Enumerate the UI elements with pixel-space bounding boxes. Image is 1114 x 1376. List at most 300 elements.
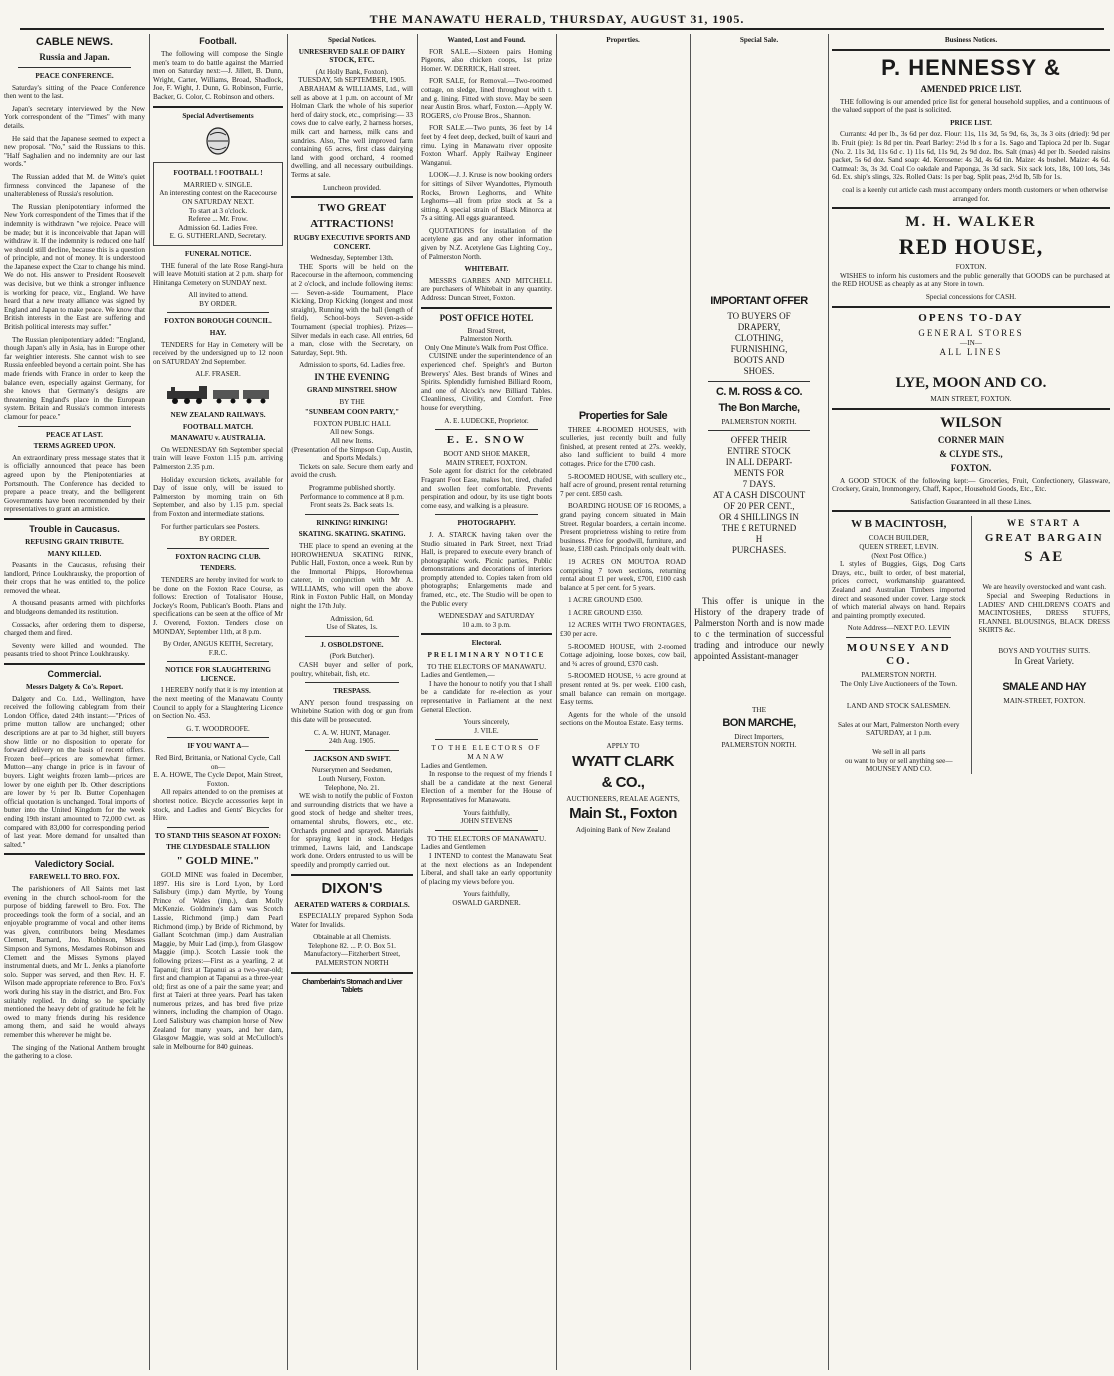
article-paragraph: A GOOD STOCK of the following kept:— Groceries, Fruit, Confectionery, Glassware, Crockery, Grain, Ironmongery, Chaff, Kapoc, Household Goods, Etc., Etc. [832, 476, 1110, 494]
divider [167, 661, 269, 662]
heading-great-bargain: GREAT BARGAIN [984, 532, 1104, 545]
blank-space [832, 358, 1110, 372]
article-paragraph: I INTEND to contest the Manawatu Seat at the next elections as an Independent Liberal, and shall take an early opportunity of placing my views before you. [421, 851, 552, 886]
heading-sale: S AE [1024, 549, 1065, 566]
column-special-sale [694, 34, 824, 1370]
electors-address-2: TO THE ELECTORS OF MANAW [431, 744, 542, 761]
dixons-telephone: Telephone 82. ... P. O. Box 51. [308, 941, 396, 950]
heading-tenders: TENDERS. [200, 564, 236, 573]
article-paragraph: Holiday excursion tickets, available for Day of issue only, will be issued to Palmerston by morning train on 6th September, and also by 1.15 p.m. special from Foxton and intermediate stations. [153, 475, 283, 518]
heading-attractions: ATTRACTIONS! [310, 218, 394, 231]
property-listing: 1 ACRE GROUND £500. [568, 596, 643, 605]
divider [435, 739, 538, 740]
heading-opens-today: OPENS TO-DAY [918, 311, 1024, 324]
divider [167, 312, 269, 313]
heading-coon-party: "SUNBEAM COON PARTY," [304, 408, 400, 417]
heading-bon-marche: The Bon Marche, [718, 401, 800, 414]
football-icon [204, 126, 232, 156]
article-paragraph: A thousand peasants armed with pitchforks and bludgeons demanded its restitution. [4, 599, 145, 617]
bottom-ads-left [832, 516, 965, 773]
heading-trouble-caucasus: Trouble in Caucasus. [29, 523, 120, 534]
property-listing: 19 ACRES ON MOUTOA ROAD comprising 7 town sections, returning rental about £1 per week, £700, £100 cash balance at 5 per cent. for 5 years. [560, 557, 686, 592]
signature: JOHN STEVENS [460, 817, 513, 826]
salutation: Ladies and Gentlemen [421, 843, 486, 852]
property-listing: 12 ACRES WITH TWO FRONTAGES, £30 per acre. [560, 621, 686, 639]
minstrel-venue: FOXTON PUBLIC HALL [313, 419, 391, 428]
funeral-invited: All invited to attend. [188, 291, 248, 300]
article-paragraph: I HEREBY notify that it is my intention at the next meeting of the Manawatu County Council to apply for a Slaughtering Licence on Section No. 453. [153, 686, 283, 721]
divider [18, 67, 131, 68]
divider [846, 637, 951, 638]
heading-russia-japan: Russia and Japan. [39, 52, 110, 62]
minstrel-performance: Performance to commence at 8 p.m. [300, 492, 404, 501]
railways-by-order: BY ORDER. [199, 535, 237, 544]
heading-hay: HAY. [209, 329, 227, 338]
blank-space [560, 48, 686, 408]
ad-contest: An interesting contest on the Racecourse ON SATURDAY NEXT. [159, 189, 277, 206]
electors-address-3: TO THE ELECTORS OF MANAWATU. [426, 834, 547, 843]
article-paragraph: This offer is unique in the History of the drapery trade of Palmerston North and is now made to c the termination of successful trading and introduce our newly appointed Assistant-manager [694, 596, 824, 662]
column-rule [556, 34, 557, 1370]
jackson-telephone: Telephone, No. 21. [324, 783, 380, 792]
wilson-foxton: FOXTON. [950, 462, 992, 473]
article-paragraph: On WEDNESDAY 6th September special train will leave Foxton 1.15 p.m. arriving Palmerston 2.35 p.m. [153, 445, 283, 471]
rink-skates: Use of Skates, 1s. [326, 623, 378, 632]
walker-location: FOXTON. [955, 263, 987, 272]
property-listing: 1 ACRE GROUND £350. [568, 608, 643, 617]
divider [4, 663, 145, 665]
blank-space [978, 667, 1110, 679]
divider [421, 307, 552, 309]
article-paragraph: ESPECIALLY prepared Syphon Soda Water for Invalids. [291, 912, 413, 929]
offer-line: OR 4 SHILLINGS IN [719, 512, 799, 523]
divider [832, 510, 1110, 512]
divider [291, 874, 413, 876]
trespass-signature: C. A. W. HUNT, Manager. [313, 728, 391, 737]
divider [153, 106, 283, 108]
heading-in-the-evening: IN THE EVENING [314, 372, 390, 382]
heading-cable-news: CABLE NEWS. [36, 36, 113, 48]
article-paragraph: TENDERS for Hay in Cemetery will be received by the undersigned up to 12 noon on SATURDAY 2nd September. [153, 340, 283, 366]
heading-rinking: RINKING! RINKING! [316, 518, 388, 527]
heading-bon-marche-2: BON MARCHE, [722, 716, 796, 729]
bon-direct: Direct Importers, [734, 732, 784, 741]
blank-space [832, 711, 965, 721]
mounsey-saturday: SATURDAY, at 1 p.m. [865, 729, 932, 738]
article-paragraph: The Russian plenipotentiary added: "England, though Japan's ally in Asia, has in Europe other far weightier interests. She cannot wish to see Russia enfeebled beyond a certain point. She has made friends with France in order to keep the balance even, especially against Germany, for she knows that Germany's designs are threatening England's place in the European system. Britain and Russia's common interests clamour for peace." [4, 335, 145, 421]
ross-location: PALMERSTON NORTH. [721, 417, 797, 426]
column-football [153, 34, 283, 1370]
smale-boys: BOYS AND YOUTHS' SUITS. [998, 647, 1091, 656]
divider [832, 306, 1110, 308]
hotel-proprietor: A. E. LUDECKE, Proprietor. [444, 416, 529, 425]
classified-ad: FOR SALE.—Two punts, 36 feet by 14 feet by 4 feet deep, decked, built of kauri and rimu. Lying in Manawatu river opposite Foxton Wharf. Apply Railway Engineer Wanganui. [421, 124, 552, 167]
sale-date: TUESDAY, 5th SEPTEMBER, 1905. [298, 76, 406, 85]
rink-admission: Admission, 6d. [330, 614, 374, 623]
wilson-satisfaction: Satisfaction Guaranteed in all these Lines. [910, 497, 1032, 506]
heading-price-list: PRICE LIST. [950, 118, 992, 127]
all-lines: ALL LINES [939, 347, 1003, 358]
masthead-rule [20, 28, 1104, 30]
article-paragraph: For further particulars see Posters. [161, 522, 260, 531]
mounsey-sales: Sales at our Mart, Palmerston North every [837, 720, 960, 729]
offer-line: BOOTS AND [733, 354, 785, 365]
heading-mounsey: MOUNSEY AND CO. [846, 642, 951, 667]
sale-luncheon: Luncheon provided. [323, 183, 381, 192]
heading-racing-club: FOXTON RACING CLUB. [175, 552, 261, 561]
divider [18, 426, 131, 427]
heading-minstrel-show: GRAND MINSTREL SHOW [306, 386, 398, 394]
article-paragraph: The Russian added that M. de Witte's quiet firmness convinced the Japanese of the unalterableness of Russia's resolution. [4, 172, 145, 199]
heading-funeral-notice: FUNERAL NOTICE. [184, 249, 252, 258]
snow-trade: BOOT AND SHOE MAKER, [443, 450, 530, 459]
article-paragraph: CUISINE under the superintendence of an experienced chef. Speight's and Burton Brewerys' Ales. Best brands of Wines and Spirits. Splendidly furnished Billiard Room, and one of Alcock's new Billiard Tables. Cleanliness, Civility, and Comfort. Free house for everything. [421, 352, 552, 412]
property-listing: 5-ROOMED HOUSE, with 2-roomed Cottage adjoining, loose boxes, cow bail, and ¾ acres of ground, £370 cash. [560, 642, 686, 668]
column-properties [560, 34, 686, 1370]
sports-date: Wednesday, September 13th. [310, 254, 394, 263]
divider [4, 853, 145, 855]
divider [435, 514, 538, 515]
heading-lye-moon: LYE, MOON AND CO. [895, 375, 1047, 392]
hotel-street: Broad Street, [467, 326, 506, 335]
salutation: Ladies and Gentlemen. [421, 761, 488, 770]
article-paragraph: He said that the Japanese seemed to expect a new proposal. "No," said the Russians to this. "Half Saghalien and no indemnity are our last words." [4, 134, 145, 169]
offer-line: IN ALL DEPART- [725, 457, 793, 468]
minstrel-songs: All new Songs. [329, 428, 375, 437]
article-paragraph: An extraordinary press message states that it is officially announced that peace has been agreed upon by the Plenipotentiaries at Portsmouth. The Conference has decided to prepare a peace treaty, and the belligerent Governments have been recommended by their representatives to grant an armistice. [4, 453, 145, 514]
lye-address: MAIN STREET, FOXTON. [930, 395, 1012, 404]
signature: OSWALD GARDNER. [452, 898, 521, 907]
signoff: Yours faithfully, [463, 808, 510, 817]
cycle-depot: E. A. HOWE, The Cycle Depot, Main Street, Foxton. [153, 771, 283, 788]
column-cable-news [4, 34, 145, 1370]
article-paragraph: WE wish to notify the public of Foxton and surrounding districts that we have a good stock of hedge and shelter trees, ornamental shrubs, flowers, etc., etc. Orchards pruned and sprayed. Materials for spraying kept in stock. Hedges trimmed, Lawns laid, and Landscape work done. Orders entrusted to us will be speedily and promptly carried out. [291, 792, 413, 869]
signoff: Yours faithfully, [463, 890, 510, 899]
article-paragraph: Sole agent for district for the celebrated Fragrant Foot Ease, makes hot, tired, chafed and swollen feet comfortable. Prevents perspiration and odour, by its use tight boots come easy, and walking is a pleasure. [421, 467, 552, 510]
heading-wanted-lost-found: Wanted, Lost and Found. [447, 36, 526, 44]
divider [167, 548, 269, 549]
price-list-items: Currants: 4d per lb., 3s 6d per doz. Flour: 11s, 11s 3d, 5s 9d, 6s, 3s, 3s 3 oits (dried): 9d per lb. Fruit (pie): 1s 8d per tin. Pearl Barley: 2½d lb s for a 1s. Sago and Tapioca 2d per lb. Sugar (No. 2. 11s 3d, 11s 6d c. 1) 11s 6d, 11s 9d, 2s 9d doz. lbs. Salt (mas) 4d per lb. Seeded raisins packet, 5s 6d doz. Sand soap: 4d. Kerosene: 4s 3d, 4s 6d tin. Maize: 4s bushel. Maize: 4s 6d. Oatmeal: 3s, 3s 3d. Coal Co oakdale and Paponga, 3s 3d sack. Six sack lots, 18s, 100 lots, 34s 6d. Ex. ship's slings, 32s. Rolled Oats: 1s per bag. Split peas, 2½d lb, 5lb for 1s. [832, 130, 1110, 182]
offer-line: SHOES. [743, 365, 775, 376]
article-paragraph: Peasants in the Caucasus, refusing their landlord, Prince Loukhrausky, the proportion of their crops that he was entitled to, the police removed the wheat. [4, 561, 145, 595]
apply-to: APPLY TO [606, 742, 640, 750]
article-paragraph: Dalgety and Co. Ltd., Wellington, have received the following cablegram from their London Office, dated 24th instant:—"Prices of prime mutton tallow are unchanged; other descriptions are at par to 3d higher, still buyers show little or no disposition to operate for forward delivery on the basis of recent offers. Frozen beef—prices are somewhat firmer. Mutton—any change in price is in favour of buyers. Light weights frozen lamb—prices are lower by one eighth per lb. Other descriptions are lower by ½ per lb. Butter Copenhagen official quotation is unchanged. Total imports of butter into the United Kingdom for the week ending 19th instant amounted to 72,000 cwt. as compared with 83,000 for corresponding period of last year. More demand for unsalted than salted." [4, 694, 145, 849]
heading-special-advertisements: Special Advertisements [182, 111, 254, 120]
studio-days: WEDNESDAY and SATURDAY [438, 612, 535, 621]
funeral-by-order: BY ORDER. [199, 299, 237, 308]
heading-walker: M. H. WALKER [905, 214, 1037, 231]
bottom-ads-row [832, 516, 1110, 773]
article-paragraph: Saturday's sitting of the Peace Conference then went to the last. [4, 83, 145, 101]
article-paragraph: THE place to spend an evening at the HOROWHENUA SKATING RINK, Public Hall, Foxton, once a week. Run by the Immortal Phipps, Horowhenua caterer, in conjunction with Mr A. WILLIAMS, who will open the above Rink in Foxton Public Hall, on Monday night the 17th July. [291, 541, 413, 611]
mounsey-location: PALMERSTON NORTH. [861, 671, 937, 679]
bon-the: THE [752, 706, 766, 715]
divider [421, 633, 552, 635]
macintosh-note: Note Address—NEXT P.O. LEVIN [847, 624, 950, 633]
mounsey-sell: We sell in all parts [872, 747, 926, 756]
blank-space [832, 738, 965, 748]
general-stores: GENERAL STORES [918, 327, 1024, 338]
heading-chamberlains: Chamberlain's Stomach and Liver Tablets [301, 976, 403, 995]
article-paragraph: THE funeral of the late Rose Rangi-hura will leave Motuiti station at 2 p.m. sharp for Hinitanga Cemetery on SUNDAY next. [153, 261, 283, 287]
heading-if-you-want: IF YOU WANT A— [187, 742, 249, 751]
article-paragraph: All repairs attended to on the premises at shortest notice. Bicycle accessories kept in stock, and Ladies and Gents' Bicycles for Hire. [153, 788, 283, 823]
signature: J. VILE. [474, 726, 499, 735]
offer-line: MENTS FOR [733, 468, 785, 479]
heading-peace-at-last: PEACE AT LAST. [46, 430, 103, 439]
heading-business-notices: Business Notices. [944, 36, 998, 44]
heading-smale-hay: SMALE AND HAY [1002, 680, 1087, 693]
blank-space [560, 732, 686, 742]
smale-address: MAIN-STREET, FOXTON. [1003, 696, 1086, 705]
salutation: Ladies and Gentlemen,— [421, 671, 495, 680]
minstrel-programme: Programme published shortly. [308, 483, 396, 492]
article-paragraph: CASH buyer and seller of pork, poultry, whitebait, fish, etc. [291, 661, 413, 678]
article-paragraph: The parishioners of All Saints met last evening in the church school-room for the purpose of bidding farewell to Bro. Fox. The proceedings took the form of a social, and an enjoyable programme of vocal and other items was given, contributors being Mesdames Clemett, Barnard, Jno. Robinson, Misses Simpson and Symons, Mesdames Robinson and Clemett and the Misses Symons played instrumental duets, and Mr L. Jenks a pianoforte solo. Supper was served, and then Rev. H. F. Wilson made appropriate reference to Bro. Fox's work during his stay in the district, and Bro. Fox suitably replied. In doing so he specially mentioned the heavy debt of gratitude he felt he owed to many friends during his residence among them, and said he would always remember this wherever he might be. [4, 884, 145, 1039]
smale-variety: In Great Variety. [1014, 655, 1074, 666]
locomotive-icon [163, 385, 273, 405]
article-paragraph: THE Sports will be held on the Racecourse in the afternoon, commencing at 2 o'clock, and include following items:— Seven-a-side Tournament, Place Kicking, Drop Kicking (longest and most straight), Running with the ball (length of field), School-boys Seven-a-side Tournament (special trophies). Prizes—Silver medals in each case. All entries, 6d a man, close with the Secretary, on Saturday, Sept. 9th. [291, 262, 413, 357]
offer-line: CLOTHING, [734, 332, 784, 343]
offer-line: FURNISHING, [730, 343, 788, 354]
heading-peace-conference: PEACE CONFERENCE. [35, 72, 114, 80]
divider [305, 514, 399, 515]
heading-special-sale: Special Sale. [739, 36, 779, 44]
heading-commercial: Commercial. [47, 669, 102, 680]
heading-slaughtering: NOTICE FOR SLAUGHTERING LICENCE. [165, 666, 271, 683]
article-paragraph: THE following is our amended price list for general household supplies, and a continuous of the valued support of the past is solicited. [832, 97, 1110, 115]
mounsey-only: The Only Live Auctioneers of the Town. [840, 679, 958, 688]
offer-line: 7 DAYS. [742, 479, 776, 490]
article-paragraph: The following will compose the Single men's team to do battle against the Married men on Saturday next:—J. Jillett, B. Dunn, Wright, Carter, Williams, Broad, Shadlock, Joe, F. Wight, J. Dunn, G. Robinson, Furrie, Backer, G. Color, C. Robinson and others. [153, 50, 283, 101]
minstrel-presentation: (Presentation of the Simpson Cup, Austin, and Sports Medals.) [291, 445, 413, 463]
column-business-notices [832, 34, 1110, 1370]
heading-special-notices: Special Notices. [328, 36, 376, 44]
bon-location: PALMERSTON NORTH. [721, 741, 797, 750]
heading-important-offer: IMPORTANT OFFER [710, 294, 808, 307]
column-rule [149, 34, 150, 1370]
offer-line: OFFER THEIR [730, 435, 788, 446]
property-listing: THREE 4-ROOMED HOUSES, with sculleries, just recently built and fully finished, at present rented at 27s. weekly, also land sufficient to build 4 more cottages. Price for the £700 cash. [560, 425, 686, 468]
article-paragraph: Special and Sweeping Reductions in LADIES' AND CHILDREN'S COATS and MACINTOSHES, DRESS STUFFS, FLANNEL BLOUSINGS, BLACK DRESS SKIRTS &c. [978, 592, 1110, 635]
heading-wyatt-clark: WYATT CLARK [572, 752, 674, 770]
hay-signature: ALF. FRASER. [195, 370, 241, 379]
heading-wyatt-co: & CO., [601, 773, 645, 791]
blank-space [694, 666, 824, 706]
property-listing: 5-ROOMED HOUSE, with scullery etc., half acre of ground, present rental returning 7 per cent. £850 cash. [560, 472, 686, 498]
snow-address: MAIN STREET, FOXTON. [445, 458, 528, 467]
divider [291, 196, 413, 198]
heading-valedictory: Valedictory Social. [34, 859, 115, 870]
jackson-nursery: Louth Nursery, Foxton. [318, 774, 386, 783]
offer-line: H [755, 534, 763, 545]
divider [832, 207, 1110, 209]
heading-football-match: FOOTBALL MATCH. [182, 422, 254, 431]
ad-signature: E. G. SUTHERLAND, Secretary. [169, 232, 267, 241]
article-paragraph: ANY person found trespassing on Whitebine Station with dog or gun from this date will be prosecuted. [291, 698, 413, 724]
mounsey-want: ou want to buy or sell anything see— [844, 756, 953, 765]
slaughter-signature: G. T. WOODROOFE. [186, 724, 250, 733]
bottom-ads-right [978, 516, 1110, 773]
property-listing: BOARDING HOUSE OF 16 ROOMS, a grand paying concern situated in Main Street. Regular boarders, a certain income. Present proprietress wishing to retire from business. Price for goodwill, furniture, and lease, £180 cash. Principals only dealt with. [560, 502, 686, 554]
blank-space [978, 639, 1110, 647]
article-paragraph: The Russian plenipotentiary informed the New York correspondent of the Times that if the indemnity is withdrawn "we rejoice. Peace will be made; but it is inconceivable that Japan will withdraw it. If the indemnity is reduced one half we should still decline, because this is a question of principle, and not of money. It is understood the Japanese expect the Czar to change his mind. We do not. His answer to President Roosevelt was decisive, but we think a stronger influence is working for peace, viz., England. We have heard that a new treaty alliance was signed by England and Japan to make peace. We know that British interests in the East are suffering and British political interests may suffer." [4, 202, 145, 332]
heading-post-office-hotel: POST OFFICE HOTEL [439, 312, 534, 323]
divider [832, 49, 1110, 51]
divider [167, 827, 269, 828]
ad-married-single: MARRIED v. SINGLE. [183, 180, 253, 189]
signoff: Yours sincerely, [463, 718, 510, 727]
osboldstone-trade: (Pork Butcher). [329, 652, 375, 661]
column-rule [417, 34, 418, 1370]
ad-start: To start at 3 o'clock. [188, 206, 248, 215]
sports-admission: Admission to sports, 6d. Ladies free. [299, 361, 405, 370]
cycle-brands: Red Bird, Brittania, or National Cycle, Call on— [155, 754, 281, 771]
article-paragraph: Cossacks, after ordering them to disperse, charged them and fired. [4, 620, 145, 638]
macintosh-next: (Next Post Office.) [871, 551, 927, 560]
offer-line: THE £ RETURNED [721, 523, 797, 534]
classified-ad: FOR SALE, for Removal.—Two-roomed cottage, on sledge, lined throughout with t. and g. lining. Fitted with stove. May be seen near Austin Bros. wharf, Foxton.—Apply W. ROGERS, c/o Prouse Bros., Shannon. [421, 77, 552, 120]
heading-aerated-waters: AERATED WATERS & CORDIALS. [294, 900, 410, 909]
column-rule [287, 34, 288, 1370]
heading-football: Football. [199, 36, 237, 46]
wyatt-trade: AUCTIONEERS, REALAE AGENTS, [566, 794, 680, 803]
column-rule [690, 34, 691, 1370]
classified-ad: FOR SALE.—Sixteen pairs Homing Pigeons, also chicken coops, 1st prize Homer. W. DERRICK, Hall street. [421, 47, 552, 73]
divider [305, 636, 399, 637]
dixons-manufactory: Manufactory—Fitzherbert Street, PALMERSTON NORTH [303, 950, 401, 968]
heading-dalgety-report: Messrs Dalgety & Co's. Report. [25, 683, 123, 692]
heading-jackson-swift: JACKSON AND SWIFT. [313, 754, 391, 763]
heading-hennessy: P. HENNESSY & [881, 54, 1061, 80]
property-listing: Agents for the whole of the unsold sections on the Moutoa Estate. Easy terms. [560, 710, 686, 728]
minstrel-seats: Front seats 2s. Back seats 1s. [310, 501, 394, 510]
offer-line: TO BUYERS OF [727, 310, 791, 321]
offer-line: ENTIRE STOCK [727, 446, 791, 457]
heading-manawatu-australia: MANAWATU v. AUSTRALIA. [170, 434, 266, 443]
divider [435, 429, 538, 430]
heading-gold-mine: " GOLD MINE." [176, 854, 260, 867]
macintosh-trade: COACH BUILDER, [868, 534, 929, 543]
classified-ad: QUOTATIONS for installation of the acetylene gas and any other information given by N.Z. Acetylene Gas Lighting Coy., of Palmerston North. [421, 226, 552, 261]
heading-clydesdale: THE CLYDESDALE STALLION [166, 843, 270, 852]
divider [291, 972, 413, 974]
article-paragraph: J. A. STARCK having taken over the Studio situated in Park Street, next Triad Hall, is prepared to execute every branch of photographic work. Picnic parties, Public demonstrations and decorations of interiors promptly attended to. Copies taken from old photographs; Enlargements made and framed, etc., etc. The Studio will be open to the Public every [421, 530, 552, 608]
minstrel-by-the: BY THE [339, 397, 365, 406]
macintosh-address: QUEEN STREET, LEVIN. [859, 543, 939, 552]
heading-refusing-grain: REFUSING GRAIN TRIBUTE. [25, 537, 124, 546]
heading-photography: PHOTOGRAPHY. [457, 519, 516, 528]
classified-ad: MESSRS GARBES AND MITCHELL are purchasers of Whitebait in any quantity. Address: Duncan Street, Foxton. [421, 276, 552, 303]
dixons-chemists: Obtainable at all Chemists. [313, 933, 391, 942]
heading-whitebait: WHITEBAIT. [464, 265, 509, 274]
ad-referee: Referee ... Mr. Frow. [188, 215, 248, 224]
masthead [0, 0, 1114, 34]
article-paragraph: I have the honour to notify you that I shall be a candidate for re-election as your representative in Parliament at the next General Election. [421, 679, 552, 714]
article-paragraph: Seventy were killed and wounded. The peasants tried to shoot Prince Loukhrausky. [4, 641, 145, 659]
divider [305, 682, 399, 683]
heading-ross-co: C. M. ROSS & CO. [715, 385, 803, 398]
walker-cash: Special concessions for CASH. [925, 292, 1017, 301]
heading-railways: NEW ZEALAND RAILWAYS. [170, 411, 266, 420]
divider [832, 408, 1110, 410]
heading-borough-council: FOXTON BOROUGH COUNCIL. [164, 317, 272, 326]
heading-wilson: WILSON [940, 414, 1002, 431]
article-paragraph: WISHES to inform his customers and the public generally that GOODS can be purchased at the RED HOUSE as cheaply as at any Store in town. [832, 271, 1110, 289]
heading-amended-price-list: AMENDED PRICE LIST. [920, 83, 1022, 94]
tenders-signature: By Order, ANGUS KEITH, Secretary, F.R.C. [162, 640, 274, 657]
offer-line: OF 20 PER CENT., [723, 501, 795, 512]
column-rule [828, 34, 829, 1370]
classified-ad: LOOK—J. J. Kruse is now booking orders for sittings of Silver Wyandottes, Plymouth Rocks, Brown Leghorns, and White Leghorns—all from prize stock at 5s a sitting. A special strain of Black Minorca at 7s a sitting. All eggs guaranteed. [421, 171, 552, 223]
article-paragraph: ABRAHAM & WILLIAMS, Ltd., will sell as above at 1 p.m. on account of Mr Holman Clark the whole of his superior herd of dairy stock, etc., comprising:— 33 cows due to calve early, 2 harness horses, milk cart and harness, milk cans and sundries. Also, The well improved farm containing 65 acres, first class dairying land with good orchard, 4 roomed dwelling, and all necessary outbuildings. Terms at sale. [291, 84, 413, 179]
heading-farewell: FAREWELL TO BRO. FOX. [29, 873, 120, 882]
column-special-notices [291, 34, 413, 1370]
article-paragraph: The singing of the National Anthem brought the gathering to a close. [4, 1043, 145, 1061]
smale-overstocked: We are heavily overstocked and want cash. [982, 583, 1107, 592]
property-listing: 5-ROOMED HOUSE, ½ acre ground at present rented at 9s. per week. £100 cash, small balance can remain on mortgage. Easy terms. [560, 672, 686, 707]
heading-red-house: RED HOUSE, [898, 234, 1044, 260]
heading-main-st-foxton: Main St., Foxton [569, 805, 677, 823]
mounsey-signature: MOUNSEY AND CO. [865, 765, 932, 774]
blank-space [978, 569, 1110, 583]
offer-line: AT A CASH DISCOUNT [712, 490, 806, 501]
heading-stand-season: TO STAND THIS SEASON AT FOXON: [154, 831, 282, 840]
wyatt-address: Adjoining Bank of New Zealand [575, 826, 671, 835]
heading-macintosh: W B MACINTOSH, [851, 518, 947, 531]
heading-preliminary-notice: PRELIMINARY NOTICE [427, 651, 546, 660]
minstrel-items: All new Items. [330, 436, 374, 445]
heading-we-start: WE START A [1007, 518, 1082, 529]
column-rule [971, 516, 972, 773]
wilson-clyde: & CLYDE STS., [939, 448, 1003, 459]
offer-line: DRAPERY, [737, 321, 781, 332]
blank-space [694, 48, 824, 293]
heading-properties-for-sale: Properties for Sale [578, 409, 668, 422]
general-in: —IN— [960, 338, 982, 347]
heading-unreserved-sale: UNRESERVED SALE OF DAIRY STOCK, ETC. [298, 47, 406, 65]
mounsey-land: LAND AND STOCK SALESMEN. [846, 702, 951, 711]
heading-skating: SKATING. SKATING. SKATING. [298, 530, 406, 539]
divider [435, 830, 538, 831]
wilson-corner: CORNER MAIN [937, 434, 1005, 445]
heading-trespass: TRESPASS. [333, 687, 371, 696]
price-list-note: coal is a keenly cut article cash must accompany orders month customers or when otherwise arranged for. [842, 185, 1108, 203]
heading-snow: E. E. SNOW [446, 434, 527, 447]
heading-properties: Properties. [606, 36, 640, 44]
studio-hours: 10 a.m. to 3 p.m. [462, 620, 511, 629]
article-paragraph: GOLD MINE was foaled in December, 1897. His sire is Lord Lyon, by Lord Salisbury (imp.) dam Myrtle, by Young Prince of Wales (imp.), dam Molly McKenzie. Goldmine's dam was Scotch Lassie, Richmond (imp.) dam Pearl Richmond (imp.) by Bride of Richmond, by Gallant Scotchman (imp.) dam Australian Maggie, by Muir Lad (imp.), from Glasgow Maggie (imp.). Scotch Lassie took the following prizes:—First as a yearling, 2 at Tapanui; first at Tapanui as a two-year-old; first and champion at Tapanui as a three-year old; first as one of a pair the same year; and first at Taieri at three years. Pearl has taken numerous prizes, and has bred five prize winners, including the champion of Otago. Lord Salisbury was champion horse of New Zealand for many years, and her dam, Glasgow Maggie, was sold at McCulloch's sale in Melbourne for 840 guineas. [153, 870, 283, 1051]
blank-space [694, 556, 824, 596]
article-paragraph: Japan's secretary interviewed by the New York correspondent of the "Times" with many details. [4, 104, 145, 130]
heading-electoral: Electoral. [471, 639, 502, 648]
masthead-title: THE MANAWATU HERALD, THURSDAY, AUGUST 31, 1905. [369, 12, 745, 26]
divider [305, 750, 399, 751]
heading-two-great: TWO GREAT [318, 202, 386, 215]
heading-dixons: DIXON'S [321, 879, 383, 897]
hotel-town: Palmerston North. [460, 335, 513, 344]
blank-space [832, 688, 965, 702]
heading-osboldstone: J. OSBOLDSTONE. [320, 640, 384, 649]
ad-football: FOOTBALL ! FOOTBALL ! [173, 169, 263, 178]
offer-line: PURCHASES. [731, 545, 787, 556]
article-paragraph: TENDERS are hereby invited for work to be done on the Foxton Race Course, as follows: Erection of Totalisator House, Jockey's Room, Publican's Booth. Plans and specifications can be seen at the office of Mr J. Overend, Foxton. Tenders close on MONDAY, September 11th, at 8 p.m. [153, 575, 283, 636]
heading-many-killed: MANY KILLED. [47, 549, 102, 558]
article-paragraph: Tickets on sale. Secure them early and avoid the crush. [291, 462, 413, 480]
hotel-walk: Only One Minute's Walk from Post Office. [424, 343, 549, 352]
divider [167, 737, 269, 738]
heading-rugby-sports: RUGBY EXECUTIVE SPORTS AND CONCERT. [293, 234, 411, 251]
